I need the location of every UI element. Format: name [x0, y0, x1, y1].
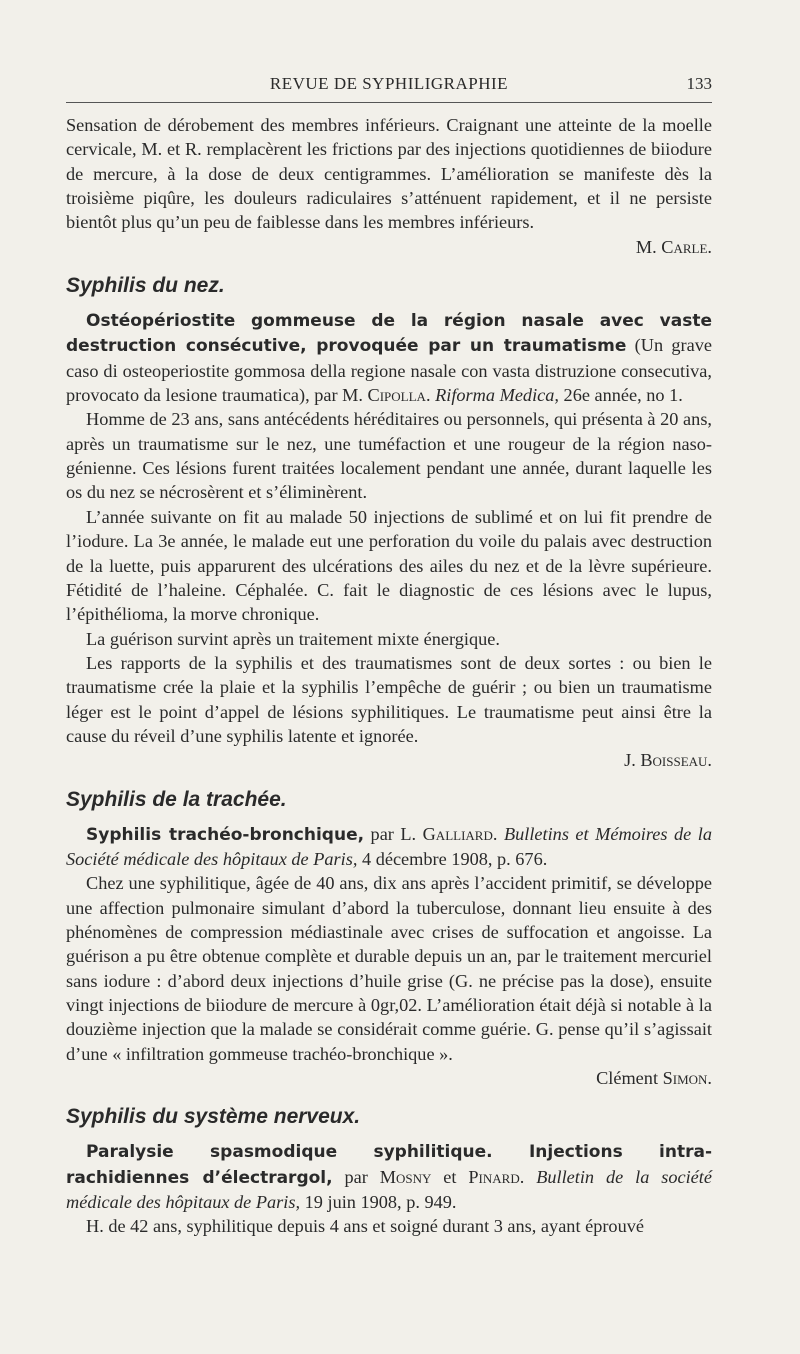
trachea-signature-surname: Simon. — [662, 1068, 712, 1089]
page-number: 133 — [686, 74, 712, 93]
nose-signature: J. Boisseau. — [624, 750, 712, 771]
trachea-paragraph-1: Chez une syphilitique, âgée de 40 ans, dix ans après l’accident primitif, se développe une affection pulmonaire simulant d’abord la tuberculose, donnant lieu ensuite à des phénomènes de compression médiastinale avec crises de suffocation et angoisse. La guérison a pu être obtenue complète et durable depuis un an, par le traitement mercuriel sans iodure : d’abord deux injections d’huile grise (G. ne précise pas la dose), ensuite vingt injections de biiodure de mercure à 0gr,02. L’amélioration était déjà si notable à la douzième injection que la malade se considérait comme guérie. G. pense qu’il s’agissait d’une « infiltration gommeuse trachéo-bronchique ». — [66, 873, 712, 1064]
intro-text: Sensation de dérobement des membres inférieurs. Craignant une atteinte de la moelle cervicale, M. et R. remplacèrent les frictions par des injections quotidiennes de biiodure de mercure, à la dose de deux centigrammes. L’amélioration se manifeste dès la troisième piqûre, les douleurs radiculaires s’atténuent rapidement, et il ne persiste bientôt plus qu’un peu de faiblesse dans les membres inférieurs. — [66, 115, 712, 233]
article-heading-nose — [66, 308, 712, 407]
article-title-nervous-system: Paralysie spasmodique syphilitique. Injections intra-rachidiennes d’électrargol, — [66, 1142, 712, 1188]
intro-paragraph — [66, 113, 712, 235]
article-rest-nose: (Un grave caso di osteoperiostite gommosa della regione nasale con vasta distruzione consecutiva, provocato da lesione traumatica), par M. — [66, 335, 712, 406]
nose-paragraph-3: La guérison survint après un traitement mixte énergique. — [86, 628, 500, 649]
intro-signature-line — [66, 235, 712, 259]
article-author-trachea: Galliard. — [422, 823, 498, 844]
article-rest-nervous-system-1: par — [332, 1166, 380, 1187]
section-title-nose: Syphilis du nez. — [66, 274, 225, 298]
article-reference-trachea: 4 décembre 1908, p. 676. — [357, 848, 548, 869]
journal-title: REVUE DE SYPHILIGRAPHIE — [269, 74, 509, 93]
running-header — [66, 66, 712, 102]
article-author-mosny: Mosny — [379, 1166, 432, 1187]
section-title-trachea: Syphilis de la trachée. — [66, 787, 287, 811]
article-rest-nervous-system-2: et — [431, 1166, 469, 1187]
article-heading-trachea — [66, 822, 712, 872]
article-author-nose: Cipolla. — [367, 385, 431, 406]
trachea-signature-name: Clément — [596, 1068, 663, 1089]
nose-paragraph-2: L’année suivante on fit au malade 50 injections de sublimé et on lui fit prendre de l’iodure. La 3e année, le malade eut une perforation du voile du palais avec destruction de la luette, puis apparurent des ulcérations des ailes du nez et de la lèvre supérieure. Fétidité de l’haleine. Céphalée. C. fait le diagnostic de ces lésions avec le lupus, l’épithélioma, la morve chronique. — [66, 506, 712, 625]
article-rest-trachea: par L. — [364, 823, 423, 844]
nose-paragraph-1: Homme de 23 ans, sans antécédents héréditaires ou personnels, qui présenta à 20 ans, après un traumatisme sur le nez, une tuméfaction et une rougeur de la région naso-génienne. Ces lésions furent traitées localement pendant une année, durant laquelle les os du nez se nécrosèrent et s’éliminèrent. — [66, 409, 712, 503]
article-title-trachea: Syphilis trachéo-bronchique, — [86, 824, 365, 845]
nervous-system-paragraph-1: H. de 42 ans, syphilitique depuis 4 ans et soigné durant 3 ans, ayant éprouvé — [86, 1216, 644, 1237]
article-reference-nose: 26e année, no 1. — [558, 385, 683, 406]
intro-signature: M. Carle. — [635, 236, 712, 257]
article-title-nose: Ostéopériostite gommeuse de la région nasale avec vaste destruction consécutive, provoquée par un traumatisme — [66, 311, 712, 357]
article-author-pinard: Pinard. — [468, 1166, 525, 1187]
article-journal-nose: Riforma Medica, — [435, 385, 559, 406]
article-heading-nervous-system — [66, 1139, 712, 1214]
header-rule — [66, 102, 712, 103]
trachea-signature-line — [66, 1066, 712, 1090]
nose-paragraph-4: Les rapports de la syphilis et des traumatismes sont de deux sortes : ou bien le traumatisme crée la plaie et la syphilis l’empêche de guérir ; ou bien un traumatisme léger est le point d’appel de lésions syphilitiques. Le traumatisme peut ainsi être la cause du réveil d’une syphilis latente et ignorée. — [66, 652, 712, 746]
nose-signature-line — [66, 748, 712, 772]
article-journal-trachea: Bulletins et Mémoires de la Société médicale des hôpitaux de Paris, — [66, 823, 712, 869]
article-reference-nervous-system: 19 juin 1908, p. 949. — [300, 1192, 457, 1213]
article-journal-nervous-system: Bulletin de la société médicale des hôpitaux de Paris, — [66, 1166, 712, 1213]
section-title-nervous-system: Syphilis du système nerveux. — [66, 1105, 361, 1129]
